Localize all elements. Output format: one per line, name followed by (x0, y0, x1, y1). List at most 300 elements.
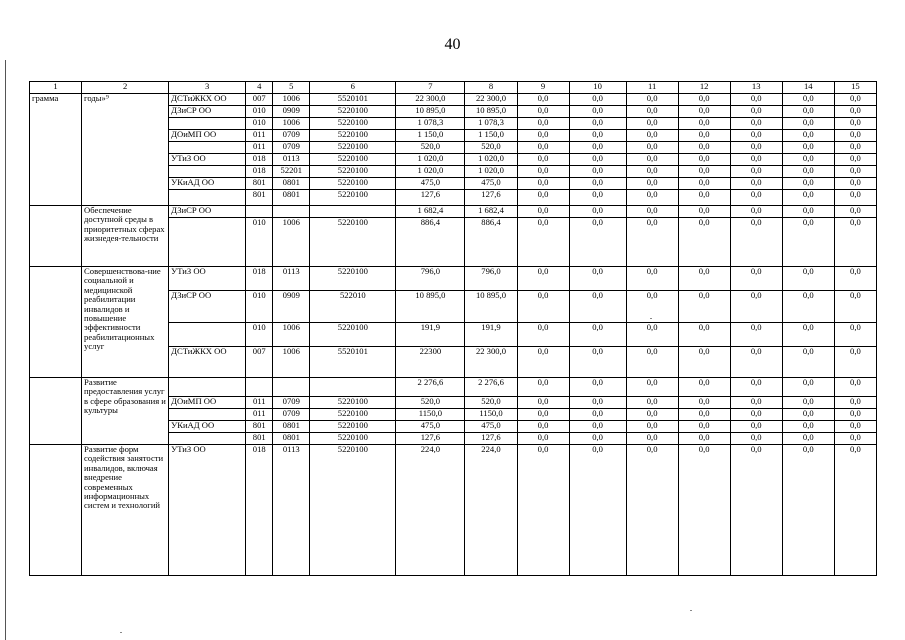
value-cell: 0,0 (678, 190, 730, 206)
value-cell: 801 (246, 190, 273, 206)
value-cell: 0,0 (730, 130, 782, 142)
value-cell: 224,0 (396, 445, 465, 576)
value-cell: 2 276,6 (465, 378, 517, 397)
value-cell: 0,0 (730, 154, 782, 166)
value-cell: 0,0 (834, 267, 876, 291)
value-cell: 0,0 (782, 409, 834, 421)
program-cell (30, 445, 82, 576)
value-cell: 011 (246, 409, 273, 421)
value-cell: 1 078,3 (465, 118, 517, 130)
value-cell: 0,0 (678, 166, 730, 178)
value-cell: 0,0 (569, 190, 626, 206)
table-row (30, 445, 877, 576)
value-cell: 010 (246, 218, 273, 267)
header-cell: 12 (678, 82, 730, 94)
value-cell: 1006 (273, 347, 310, 378)
value-cell: 0,0 (569, 409, 626, 421)
value-cell: 0,0 (730, 178, 782, 190)
value-cell: 0,0 (730, 267, 782, 291)
value-cell: 0,0 (678, 421, 730, 433)
value-cell: 0,0 (626, 445, 678, 576)
value-cell: 0,0 (678, 378, 730, 397)
value-cell: 1006 (273, 118, 310, 130)
value-cell: 0,0 (782, 154, 834, 166)
value-cell: 007 (246, 94, 273, 106)
value-cell: 52201 (273, 166, 310, 178)
value-cell: 0,0 (626, 218, 678, 267)
executor-cell: УТиЗ ОО (169, 267, 246, 291)
value-cell: 0709 (273, 130, 310, 142)
executor-cell: ДСТиЖКХ ОО (169, 347, 246, 378)
value-cell (246, 206, 273, 218)
value-cell: 0,0 (626, 206, 678, 218)
value-cell: 0,0 (730, 421, 782, 433)
value-cell: 0,0 (782, 433, 834, 445)
value-cell: 5220100 (310, 267, 396, 291)
header-cell: 7 (396, 82, 465, 94)
value-cell: 0,0 (626, 94, 678, 106)
value-cell: 0,0 (834, 433, 876, 445)
value-cell: 0,0 (626, 130, 678, 142)
value-cell: 0,0 (834, 178, 876, 190)
value-cell: 010 (246, 291, 273, 323)
value-cell (246, 378, 273, 397)
header-cell: 6 (310, 82, 396, 94)
value-cell: 0,0 (782, 218, 834, 267)
value-cell: 127,6 (465, 190, 517, 206)
value-cell: 5220100 (310, 118, 396, 130)
value-cell: 0,0 (626, 378, 678, 397)
value-cell: 10 895,0 (396, 291, 465, 323)
executor-cell: ДОиМП ОО (169, 397, 246, 409)
value-cell: 0801 (273, 178, 310, 190)
value-cell: 224,0 (465, 445, 517, 576)
value-cell: 0801 (273, 190, 310, 206)
value-cell: 1 020,0 (396, 154, 465, 166)
value-cell: 0,0 (626, 409, 678, 421)
value-cell: 2 276,6 (396, 378, 465, 397)
value-cell: 0,0 (834, 94, 876, 106)
executor-cell (169, 142, 246, 154)
value-cell: 0,0 (626, 433, 678, 445)
value-cell: 010 (246, 323, 273, 347)
value-cell: 191,9 (465, 323, 517, 347)
value-cell: 0,0 (678, 397, 730, 409)
value-cell: 1 020,0 (465, 166, 517, 178)
value-cell: 886,4 (396, 218, 465, 267)
value-cell: 796,0 (465, 267, 517, 291)
value-cell: 0,0 (569, 94, 626, 106)
value-cell: 0,0 (517, 190, 569, 206)
value-cell: 011 (246, 142, 273, 154)
value-cell: 0,0 (626, 166, 678, 178)
value-cell: 0,0 (517, 178, 569, 190)
value-cell: 0,0 (517, 166, 569, 178)
value-cell: 0,0 (626, 397, 678, 409)
value-cell: 0,0 (569, 178, 626, 190)
value-cell: 0,0 (730, 433, 782, 445)
value-cell: 0,0 (569, 421, 626, 433)
value-cell (310, 378, 396, 397)
value-cell: 0,0 (782, 267, 834, 291)
value-cell: 520,0 (465, 397, 517, 409)
value-cell: 0801 (273, 421, 310, 433)
value-cell: 0,0 (782, 347, 834, 378)
value-cell: 0,0 (782, 421, 834, 433)
value-cell: 0,0 (626, 347, 678, 378)
executor-cell (169, 218, 246, 267)
value-cell: 0,0 (626, 421, 678, 433)
value-cell: 0,0 (626, 267, 678, 291)
executor-cell: ДЗиСР ОО (169, 291, 246, 323)
value-cell: 0,0 (517, 118, 569, 130)
value-cell: 0,0 (834, 154, 876, 166)
table-row (30, 94, 877, 106)
value-cell: 0,0 (626, 291, 678, 323)
value-cell: 0,0 (782, 323, 834, 347)
value-cell: 0,0 (517, 130, 569, 142)
value-cell: 5220100 (310, 323, 396, 347)
value-cell: 018 (246, 166, 273, 178)
value-cell: 0,0 (782, 142, 834, 154)
value-cell: 5220100 (310, 409, 396, 421)
value-cell: 0,0 (678, 323, 730, 347)
value-cell: 0709 (273, 142, 310, 154)
value-cell: 0113 (273, 154, 310, 166)
table-row (30, 267, 877, 291)
value-cell: 0,0 (678, 347, 730, 378)
value-cell: 0,0 (517, 154, 569, 166)
table-row (30, 378, 877, 397)
value-cell: 5520101 (310, 94, 396, 106)
value-cell: 0909 (273, 291, 310, 323)
header-cell: 3 (169, 82, 246, 94)
value-cell: 0,0 (569, 166, 626, 178)
value-cell: 801 (246, 421, 273, 433)
value-cell: 0,0 (626, 106, 678, 118)
value-cell: 5220100 (310, 397, 396, 409)
value-cell: 0,0 (730, 347, 782, 378)
value-cell: 127,6 (465, 433, 517, 445)
value-cell: 1 150,0 (465, 130, 517, 142)
executor-cell: ДЗиСР ОО (169, 106, 246, 118)
value-cell: 0,0 (730, 206, 782, 218)
value-cell: 0,0 (569, 323, 626, 347)
value-cell: 0,0 (834, 421, 876, 433)
value-cell: 22 300,0 (396, 94, 465, 106)
value-cell: 018 (246, 267, 273, 291)
value-cell: 520,0 (396, 142, 465, 154)
value-cell: 0113 (273, 445, 310, 576)
value-cell: 475,0 (465, 421, 517, 433)
value-cell: 0,0 (730, 106, 782, 118)
header-cell: 14 (782, 82, 834, 94)
value-cell: 801 (246, 178, 273, 190)
value-cell: 0,0 (626, 154, 678, 166)
value-cell: 22300 (396, 347, 465, 378)
value-cell: 0,0 (834, 118, 876, 130)
value-cell: 0,0 (569, 218, 626, 267)
executor-cell: УКиАД ОО (169, 178, 246, 190)
value-cell: 475,0 (396, 421, 465, 433)
value-cell: 018 (246, 154, 273, 166)
value-cell: 0,0 (782, 94, 834, 106)
value-cell: 520,0 (465, 142, 517, 154)
program-cell (30, 206, 82, 267)
value-cell: 0,0 (782, 378, 834, 397)
scan-speck (650, 318, 652, 319)
value-cell: 1 078,3 (396, 118, 465, 130)
value-cell: 0,0 (626, 190, 678, 206)
program-cell: грамма (30, 94, 82, 206)
value-cell: 0,0 (782, 118, 834, 130)
value-cell: 0,0 (569, 433, 626, 445)
value-cell: 10 895,0 (465, 106, 517, 118)
budget-table (29, 81, 877, 576)
value-cell: 1 020,0 (465, 154, 517, 166)
value-cell: 0,0 (730, 142, 782, 154)
value-cell: 0,0 (834, 347, 876, 378)
value-cell: 0,0 (782, 445, 834, 576)
value-cell (273, 206, 310, 218)
value-cell: 0,0 (834, 397, 876, 409)
executor-cell (169, 118, 246, 130)
value-cell: 0,0 (626, 118, 678, 130)
value-cell: 5220100 (310, 190, 396, 206)
value-cell: 520,0 (396, 397, 465, 409)
value-cell: 0,0 (517, 206, 569, 218)
value-cell: 127,6 (396, 433, 465, 445)
value-cell: 0,0 (730, 445, 782, 576)
value-cell: 1 682,4 (465, 206, 517, 218)
value-cell: 5220100 (310, 445, 396, 576)
value-cell: 011 (246, 397, 273, 409)
value-cell: 0,0 (782, 178, 834, 190)
value-cell: 5220100 (310, 130, 396, 142)
header-row (30, 82, 877, 94)
value-cell: 0,0 (569, 347, 626, 378)
value-cell: 5220100 (310, 142, 396, 154)
value-cell: 22 300,0 (465, 94, 517, 106)
value-cell: 0,0 (517, 409, 569, 421)
value-cell: 0,0 (834, 323, 876, 347)
header-cell: 4 (246, 82, 273, 94)
header-cell: 1 (30, 82, 82, 94)
value-cell: 0,0 (678, 118, 730, 130)
value-cell: 5220100 (310, 154, 396, 166)
value-cell: 0,0 (517, 397, 569, 409)
value-cell: 0,0 (834, 291, 876, 323)
executor-cell (169, 409, 246, 421)
value-cell: 5220100 (310, 421, 396, 433)
value-cell: 0,0 (834, 218, 876, 267)
header-cell: 2 (82, 82, 169, 94)
header-cell: 8 (465, 82, 517, 94)
value-cell: 0,0 (730, 118, 782, 130)
value-cell: 0,0 (517, 94, 569, 106)
value-cell: 0,0 (782, 130, 834, 142)
executor-cell (169, 190, 246, 206)
value-cell: 0,0 (834, 106, 876, 118)
executor-cell (169, 433, 246, 445)
value-cell: 0,0 (834, 409, 876, 421)
value-cell: 010 (246, 118, 273, 130)
value-cell: 1 682,4 (396, 206, 465, 218)
value-cell: 0,0 (569, 142, 626, 154)
value-cell: 0,0 (678, 154, 730, 166)
value-cell: 0113 (273, 267, 310, 291)
value-cell: 0,0 (782, 166, 834, 178)
value-cell: 796,0 (396, 267, 465, 291)
program-cell (30, 378, 82, 445)
value-cell: 0,0 (517, 218, 569, 267)
activity-cell: Развитие предоставления услуг в сфере образования и культуры (82, 378, 169, 445)
value-cell: 0,0 (730, 166, 782, 178)
value-cell: 0,0 (517, 267, 569, 291)
header-cell: 10 (569, 82, 626, 94)
value-cell: 0,0 (626, 178, 678, 190)
value-cell: 0,0 (678, 106, 730, 118)
value-cell: 0,0 (517, 445, 569, 576)
value-cell: 0,0 (834, 166, 876, 178)
page-number: 40 (444, 36, 461, 53)
value-cell: 0,0 (834, 445, 876, 576)
value-cell (273, 378, 310, 397)
value-cell: 0,0 (678, 445, 730, 576)
value-cell: 018 (246, 445, 273, 576)
value-cell: 0,0 (678, 267, 730, 291)
value-cell: 0,0 (678, 178, 730, 190)
table-row (30, 206, 877, 218)
header-cell: 11 (626, 82, 678, 94)
value-cell: 5220100 (310, 218, 396, 267)
value-cell: 522010 (310, 291, 396, 323)
value-cell: 0,0 (569, 106, 626, 118)
executor-cell (169, 166, 246, 178)
left-margin-rule (5, 60, 6, 640)
value-cell: 0,0 (569, 291, 626, 323)
value-cell: 0,0 (678, 409, 730, 421)
value-cell: 0,0 (517, 142, 569, 154)
executor-cell: ДЗиСР ОО (169, 206, 246, 218)
value-cell: 5220100 (310, 178, 396, 190)
value-cell: 0,0 (730, 323, 782, 347)
value-cell: 0,0 (834, 190, 876, 206)
value-cell: 10 895,0 (465, 291, 517, 323)
value-cell: 0,0 (569, 397, 626, 409)
value-cell: 0,0 (730, 409, 782, 421)
value-cell: 5520101 (310, 347, 396, 378)
value-cell: 0,0 (678, 433, 730, 445)
value-cell: 0,0 (678, 291, 730, 323)
value-cell: 0,0 (569, 118, 626, 130)
value-cell: 0801 (273, 433, 310, 445)
value-cell: 475,0 (396, 178, 465, 190)
value-cell: 0,0 (834, 206, 876, 218)
value-cell: 127,6 (396, 190, 465, 206)
activity-cell: Обеспечение доступной среды в приоритетных сферах жизнедея-тельности (82, 206, 169, 267)
header-cell: 15 (834, 82, 876, 94)
value-cell: 0,0 (517, 433, 569, 445)
value-cell: 0,0 (782, 291, 834, 323)
value-cell: 0,0 (678, 130, 730, 142)
value-cell: 0,0 (730, 218, 782, 267)
value-cell: 0,0 (834, 378, 876, 397)
value-cell: 191,9 (396, 323, 465, 347)
value-cell: 011 (246, 130, 273, 142)
value-cell: 10 895,0 (396, 106, 465, 118)
value-cell: 0,0 (730, 190, 782, 206)
activity-cell: годы»⁹ (82, 94, 169, 206)
value-cell: 0,0 (569, 130, 626, 142)
value-cell: 0,0 (678, 218, 730, 267)
value-cell: 0909 (273, 106, 310, 118)
header-cell: 9 (517, 82, 569, 94)
value-cell: 0,0 (569, 378, 626, 397)
value-cell: 0,0 (834, 130, 876, 142)
activity-cell: Развитие форм содействия занятости инвалидов, включая внедрение современных информационных систем и технологий (82, 445, 169, 576)
value-cell: 0,0 (517, 323, 569, 347)
value-cell: 0709 (273, 409, 310, 421)
value-cell: 0,0 (678, 142, 730, 154)
value-cell: 0,0 (678, 206, 730, 218)
value-cell: 5220100 (310, 166, 396, 178)
header-cell: 5 (273, 82, 310, 94)
value-cell: 010 (246, 106, 273, 118)
value-cell: 0,0 (782, 397, 834, 409)
value-cell: 0,0 (834, 142, 876, 154)
value-cell: 0,0 (730, 397, 782, 409)
value-cell: 1150,0 (396, 409, 465, 421)
value-cell: 1 020,0 (396, 166, 465, 178)
value-cell: 0,0 (782, 106, 834, 118)
value-cell: 22 300,0 (465, 347, 517, 378)
value-cell: 801 (246, 433, 273, 445)
value-cell: 0,0 (730, 94, 782, 106)
value-cell: 0,0 (626, 142, 678, 154)
value-cell: 5220100 (310, 433, 396, 445)
value-cell: 0,0 (569, 154, 626, 166)
scan-speck (690, 610, 692, 611)
value-cell (310, 206, 396, 218)
value-cell: 475,0 (465, 178, 517, 190)
table-body (30, 94, 877, 576)
value-cell: 0,0 (782, 206, 834, 218)
executor-cell (169, 323, 246, 347)
program-cell (30, 267, 82, 378)
value-cell: 0709 (273, 397, 310, 409)
value-cell: 0,0 (569, 445, 626, 576)
header-cell: 13 (730, 82, 782, 94)
value-cell: 0,0 (517, 106, 569, 118)
value-cell: 1006 (273, 218, 310, 267)
value-cell: 0,0 (517, 421, 569, 433)
executor-cell (169, 378, 246, 397)
value-cell: 0,0 (730, 378, 782, 397)
value-cell: 007 (246, 347, 273, 378)
executor-cell: УТиЗ ОО (169, 154, 246, 166)
value-cell: 0,0 (517, 347, 569, 378)
activity-cell: Совершенствова-ние социальной и медицинской реабилитации инвалидов и повышение эффективности реабилитационных услуг (82, 267, 169, 378)
value-cell: 0,0 (678, 94, 730, 106)
value-cell: 5220100 (310, 106, 396, 118)
value-cell: 1006 (273, 94, 310, 106)
value-cell: 0,0 (517, 291, 569, 323)
value-cell: 0,0 (782, 190, 834, 206)
scan-speck (120, 632, 122, 633)
value-cell: 1150,0 (465, 409, 517, 421)
executor-cell: УТиЗ ОО (169, 445, 246, 576)
